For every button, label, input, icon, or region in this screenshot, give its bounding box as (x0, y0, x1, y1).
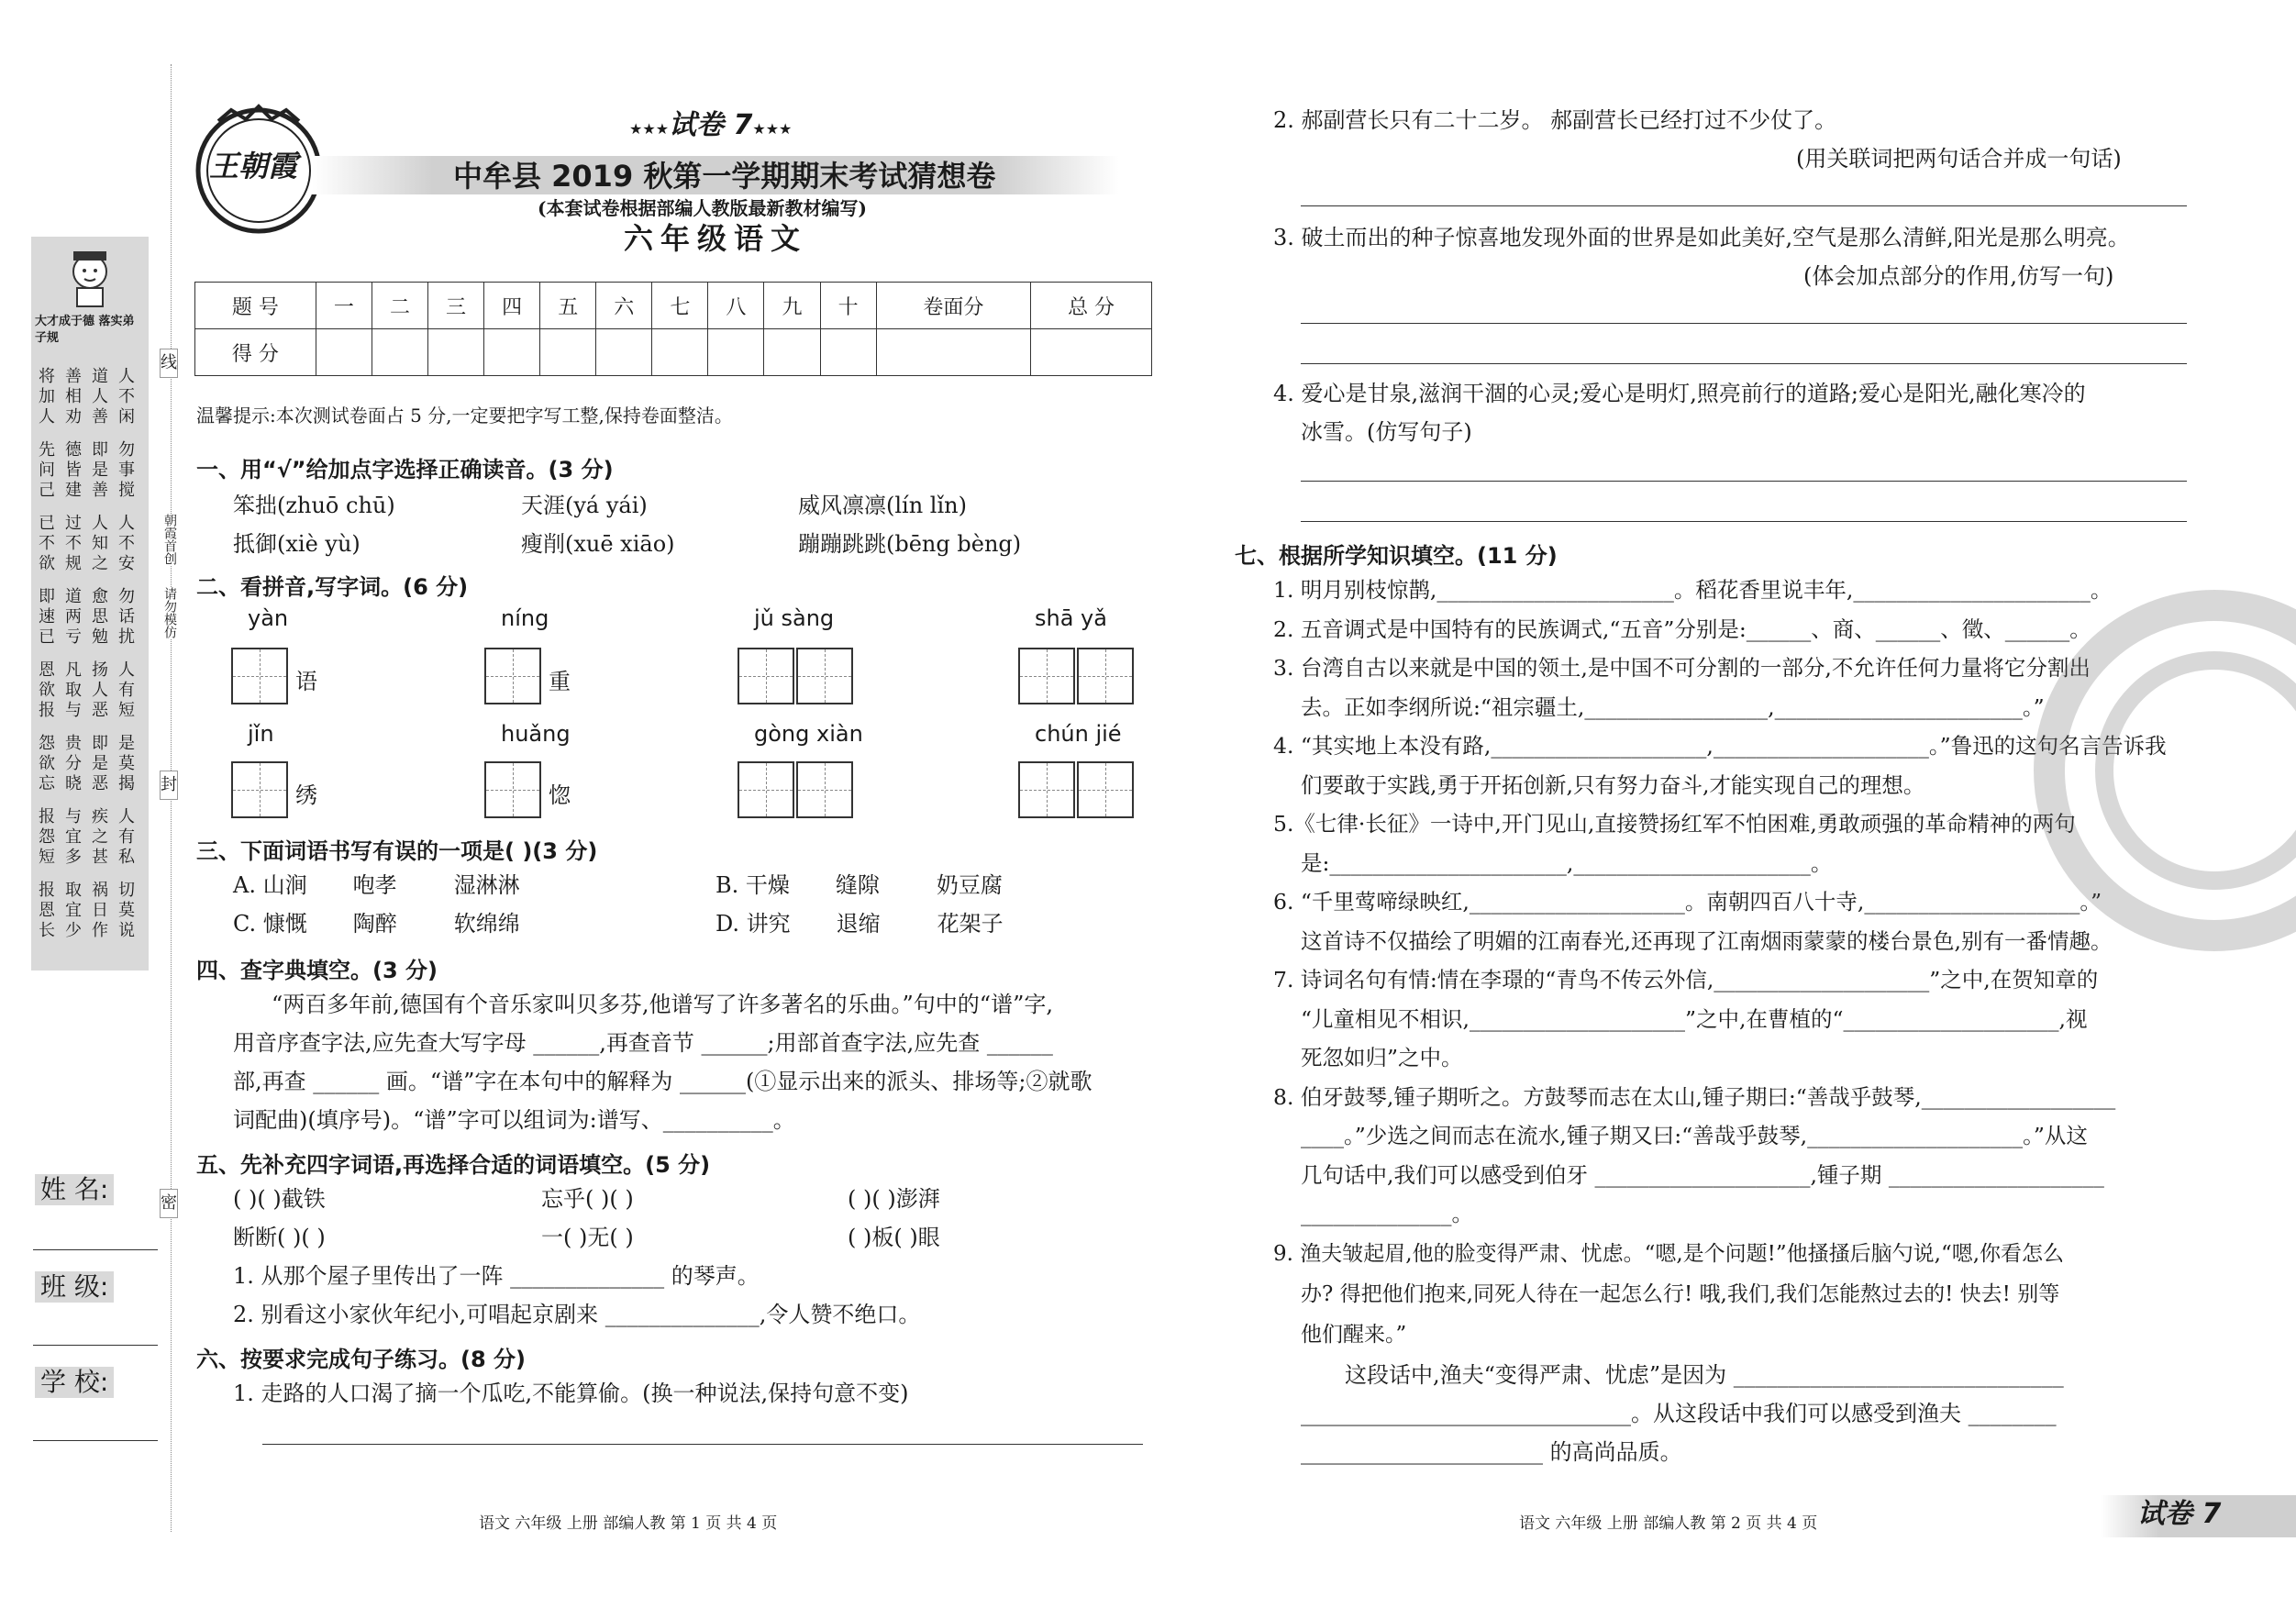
sidebar-maxim-row: 问皆是事 (39, 460, 145, 480)
q6-sentence: 冰雪。(仿写句子) (1301, 419, 1472, 445)
watermark-seal-icon (2031, 587, 2296, 954)
page-footer-left: 语文 六年级 上册 部编人教 第 1 页 共 4 页 (479, 1514, 778, 1533)
sidebar-maxim-row: 己建善搅 (39, 481, 145, 500)
score-header-cell: 卷面分 (876, 283, 1031, 329)
pinyin-label: chún jié (1035, 721, 1122, 747)
q5-idiom[interactable]: ( )板( )眼 (848, 1225, 940, 1250)
score-cell[interactable] (596, 329, 652, 376)
score-cell[interactable] (372, 329, 427, 376)
q7-line[interactable]: 去。正如李纲所说:“祖宗疆土,_________________,_______________________。” (1301, 693, 2045, 720)
score-cell[interactable] (484, 329, 540, 376)
score-header-cell: 三 (428, 283, 484, 329)
writing-grid-box[interactable] (738, 761, 794, 818)
writing-grid-box[interactable] (796, 648, 853, 704)
q4-title: 四、查字典填空。(3 分) (196, 958, 438, 983)
q3-option-a[interactable]: A. 山涧 咆孝 湿淋淋 (233, 872, 520, 898)
pinyin-label: jǔ sàng (754, 605, 835, 631)
q7-line[interactable]: “儿童相见不相识,____________________”之中,在曹植的“____________________,视 (1301, 1005, 2088, 1032)
q6-hint: (用关联词把两句话合并成一句话) (1796, 146, 2122, 172)
q5-sentence[interactable]: 2. 别看这小家伙年纪小,可唱起京剧来 ______________,令人赞不绝口。 (233, 1302, 921, 1327)
sidebar-maxim-row: 长少作说 (39, 921, 145, 940)
school-label: 学 校: (35, 1367, 114, 1398)
q5-idiom[interactable]: ( )( )澎湃 (848, 1186, 940, 1212)
score-cell[interactable] (876, 329, 1031, 376)
score-cell[interactable] (428, 329, 484, 376)
q6-title: 六、按要求完成句子练习。(8 分) (196, 1347, 526, 1372)
pinyin-label: shā yǎ (1035, 605, 1107, 631)
q9-text: 办? 得把他们抱来,同死人待在一起怎么行! 哦,我们,我们怎能熬过去的! 快去! 别等 (1301, 1282, 2060, 1306)
answer-line[interactable] (1301, 363, 2187, 364)
series-label (629, 109, 793, 143)
pinyin-label: níng (501, 605, 549, 631)
sidebar-motto: 大才成于德 落实弟子规 (35, 315, 135, 345)
sidebar-maxim-row: 怨宜之有 (39, 827, 145, 847)
score-header-cell: 七 (652, 283, 708, 329)
sidebar-maxim-row: 已过人人 (39, 514, 145, 533)
pinyin-label: gòng xiàn (754, 721, 863, 747)
exam-subtitle: (本套试卷根据部编人教版最新教材编写) (538, 197, 867, 219)
page-footer-right: 语文 六年级 上册 部编人教 第 2 页 共 4 页 (1519, 1514, 1818, 1533)
q9-text[interactable]: 这段话中,渔夫“变得严肃、忧虑”是因为 ______________________________ (1345, 1362, 2064, 1388)
q3-option-c[interactable]: C. 慷慨 陶醉 软绵绵 (233, 911, 520, 937)
q7-line[interactable]: 8. 伯牙鼓琴,锺子期听之。方鼓琴而志在太山,锺子期曰:“善哉乎鼓琴,__________________ (1273, 1083, 2116, 1110)
q9-text[interactable]: ______________________________。从这段话中我们可以感受到渔夫 ________ (1301, 1401, 2057, 1426)
score-cell[interactable] (708, 329, 764, 376)
grid-suffix-char: 惚 (549, 782, 571, 808)
q7-title: 七、根据所学知识填空。(11 分) (1235, 543, 1558, 569)
sidebar-maxim-row: 速两思话 (39, 607, 145, 627)
q6-sentence: 3. 破土而出的种子惊喜地发现外面的世界是如此美好,空气是那么清鲜,阳光是那么明亮。 (1273, 225, 2130, 250)
seal-label-nocopy: 请勿模仿 (156, 587, 183, 638)
sidebar-maxim-row: 人劝善闲 (39, 407, 145, 427)
q7-line[interactable]: 1. 明月别枝惊鹊,______________________。稻花香里说丰年,______________________。 (1273, 577, 2113, 603)
grade-subject: 六年级语文 (624, 221, 808, 256)
q7-line[interactable]: ____。”少选之间而志在流水,锺子期又曰:“善哉乎鼓琴,____________________。”从这 (1301, 1123, 2088, 1148)
seal-label-original: 朝霞首创 (156, 514, 183, 565)
answer-line[interactable] (1301, 521, 2187, 522)
q1-item[interactable]: 威风凛凛(lín lǐn) (798, 493, 967, 518)
q6-sentence: 4. 爱心是甘泉,滋润干涸的心灵;爱心是明灯,照亮前行的道路;爱心是阳光,融化寒冷的 (1273, 381, 2086, 406)
sidebar-maxim-row: 将善道人 (39, 367, 145, 386)
q7-line[interactable]: 几句话中,我们可以感受到伯牙 ____________________,锺子期 ____________________ (1301, 1161, 2104, 1188)
star-icon: ★★★ (752, 120, 793, 138)
seal-label-secret: 密 (160, 1189, 178, 1218)
grid-suffix-char: 语 (295, 669, 317, 694)
q4-line[interactable]: 部,再查 ______ 画。“谱”字在本句中的解释为 ______(①显示出来的派头、排场等;②就歌 (233, 1069, 1093, 1094)
mascot-figure (44, 246, 136, 310)
seal-label-line: 线 (160, 349, 178, 378)
sidebar-maxim-row: 报取祸切 (39, 881, 145, 900)
q4-line[interactable]: 用音序查字法,应先查大写字母 ______,再查音节 ______;用部首查字法,应先查 ______ (233, 1030, 1053, 1056)
q4-line: “两百多年前,德国有个音乐家叫贝多芬,他谱写了许多著名的乐曲。”句中的“谱”字, (272, 992, 1053, 1017)
sidebar-maxim-row: 欲分是莫 (39, 754, 145, 773)
q9-text[interactable]: ______________________ 的高尚品质。 (1301, 1439, 1682, 1465)
star-icon: ★★★ (629, 120, 670, 138)
q1-item[interactable]: 瘦削(xuē xiāo) (521, 531, 675, 557)
score-header-cell: 五 (540, 283, 596, 329)
writing-grid-box[interactable] (738, 648, 794, 704)
corner-label: 试卷 7 (2137, 1498, 2222, 1530)
q7-line[interactable]: 5.《七律·长征》一诗中,开门见山,直接赞扬红军不怕困难,勇敢顽强的革命精神的两句 (1273, 811, 2076, 837)
q7-line[interactable]: 2. 五音调式是中国特有的民族调式,“五音”分别是:______、商、______、徵、______。 (1273, 616, 2091, 642)
exam-title: 中牟县 2019 秋第一学期期末考试猜想卷 (453, 159, 996, 194)
pinyin-label: huǎng (501, 721, 571, 747)
score-header-cell: 九 (764, 283, 820, 329)
writing-grid-box[interactable] (1018, 761, 1075, 818)
q7-line[interactable]: 们要敢于实践,勇于开拓创新,只有努力奋斗,才能实现自己的理想。 (1301, 771, 1925, 798)
logo-text: 王朝霞 (209, 149, 298, 183)
sidebar-maxims (37, 367, 145, 954)
q5-idiom[interactable]: 忘乎( )( ) (541, 1186, 634, 1212)
score-header-cell: 一 (316, 283, 372, 329)
q7-line[interactable]: 4. “其实地上本没有路,____________________,____________________。”鲁迅的这句名言告诉我 (1273, 733, 2167, 759)
q3-option-d[interactable]: D. 讲究 退缩 花架子 (715, 911, 1004, 937)
score-header-cell: 六 (596, 283, 652, 329)
school-input-line[interactable] (33, 1440, 158, 1441)
score-cell[interactable] (316, 329, 372, 376)
q7-line[interactable]: 死忽如归”之中。 (1301, 1045, 1463, 1070)
sidebar-maxim-row: 先德即勿 (39, 440, 145, 460)
score-header-cell: 二 (372, 283, 427, 329)
q6-sentence: 2. 郝副营长只有二十二岁。 郝副营长已经打过不少仗了。 (1273, 107, 1837, 133)
q3-option-b[interactable]: B. 干燥 缝隙 奶豆腐 (715, 872, 1003, 898)
score-row-label: 得 分 (195, 329, 316, 376)
q1-title: 一、用“√”给加点字选择正确读音。(3 分) (196, 457, 614, 482)
sidebar-maxim-row: 恩凡扬人 (39, 660, 145, 680)
q9-text: 他们醒来。” (1301, 1323, 1407, 1347)
sidebar-maxim-row: 即道愈勿 (39, 587, 145, 606)
sidebar-maxim-row: 报与疾人 (39, 807, 145, 826)
answer-line[interactable] (1301, 481, 2187, 482)
sidebar-maxim-row: 怨贵即是 (39, 734, 145, 753)
writing-grid-box[interactable] (484, 648, 541, 704)
q1-item[interactable]: 蹦蹦跳跳(bēng bèng) (798, 531, 1022, 557)
score-table (194, 282, 1152, 376)
score-header-cell: 题 号 (195, 283, 316, 329)
score-header-cell: 八 (708, 283, 764, 329)
sidebar-maxim-row: 加相人不 (39, 387, 145, 406)
class-label: 班 级: (35, 1271, 114, 1303)
answer-line[interactable] (1301, 323, 2187, 324)
q7-line[interactable]: 7. 诗词名句有情:情在李璟的“青鸟不传云外信,____________________”之中,在贺知章的 (1273, 967, 2099, 993)
name-input-line[interactable] (33, 1249, 158, 1250)
sidebar-maxim-row: 恩宜日莫 (39, 901, 145, 920)
class-input-line[interactable] (33, 1345, 158, 1346)
q7-line[interactable]: 是:______________________,______________________。 (1301, 849, 1833, 876)
q4-line[interactable]: 词配曲)(填序号)。“谱”字可以组词为:谱写、__________。 (233, 1107, 795, 1133)
score-cell[interactable] (540, 329, 596, 376)
score-header-cell: 总 分 (1031, 283, 1152, 329)
grid-suffix-char: 绣 (295, 782, 317, 808)
writing-grid-box[interactable] (1077, 761, 1134, 818)
q7-line[interactable]: 3. 台湾自古以来就是中国的领土,是中国不可分割的一部分,不允许任何力量将它分割出 (1273, 655, 2091, 681)
q1-item[interactable]: 抵御(xiè yù) (233, 531, 360, 557)
tip-text: 温馨提示:本次测试卷面占 5 分,一定要把字写工整,保持卷面整洁。 (196, 405, 733, 427)
q5-idiom[interactable]: ( )( )截铁 (233, 1186, 326, 1212)
grid-suffix-char: 重 (549, 669, 571, 694)
q9-text: 9. 渔夫皱起眉,他的脸变得严肃、忧虑。“嗯,是个问题!”他搔搔后脑勺说,“嗯,你看怎么 (1273, 1242, 2065, 1266)
writing-grid-box[interactable] (1018, 648, 1075, 704)
q6-hint: (体会加点部分的作用,仿写一句) (1803, 263, 2114, 289)
q3-title: 三、下面词语书写有误的一项是( )(3 分) (196, 838, 598, 864)
writing-grid-box[interactable] (1077, 648, 1134, 704)
sidebar-maxim-row: 已亏勉扰 (39, 627, 145, 647)
score-cell[interactable] (652, 329, 708, 376)
pinyin-label: jǐn (248, 721, 274, 747)
score-cell[interactable] (764, 329, 820, 376)
q7-line[interactable]: 6. “千里莺啼绿映红,____________________。南朝四百八十寺,____________________。” (1273, 889, 2102, 915)
sidebar-maxim-row: 欲规之安 (39, 554, 145, 573)
q7-line[interactable]: ______________。 (1301, 1201, 1473, 1226)
sidebar-maxim-row: 报与恶短 (39, 701, 145, 720)
answer-line[interactable] (1301, 205, 2187, 206)
score-header-cell: 四 (484, 283, 540, 329)
writing-grid-box[interactable] (231, 648, 288, 704)
writing-grid-box[interactable] (796, 761, 853, 818)
q5-title: 五、先补充四字词语,再选择合适的词语填空。(5 分) (196, 1152, 711, 1178)
pinyin-label: yàn (248, 605, 289, 631)
writing-grid-box[interactable] (484, 761, 541, 818)
score-cell[interactable] (1031, 329, 1152, 376)
score-cell[interactable] (820, 329, 876, 376)
q5-idiom[interactable]: 断断( )( ) (233, 1225, 326, 1250)
writing-grid-box[interactable] (231, 761, 288, 818)
q7-line[interactable]: 这首诗不仅描绘了明媚的江南春光,还再现了江南烟雨蒙蒙的楼台景色,别有一番情趣。 (1301, 927, 2113, 954)
q5-sentence[interactable]: 1. 从那个屋子里传出了一阵 ______________ 的琴声。 (233, 1263, 760, 1289)
seal-label-seal: 封 (160, 771, 178, 800)
sidebar-maxim-row: 忘晓恶揭 (39, 774, 145, 793)
sidebar-maxim-row: 不不知不 (39, 534, 145, 553)
q5-idiom[interactable]: 一( )无( ) (541, 1225, 634, 1250)
q1-item[interactable]: 天涯(yá yái) (521, 493, 648, 518)
sidebar-maxim-row: 短多甚私 (39, 848, 145, 867)
name-label: 姓 名: (35, 1174, 114, 1205)
answer-line[interactable] (262, 1444, 1143, 1445)
score-header-cell: 十 (820, 283, 876, 329)
sidebar-maxim-row: 欲取人有 (39, 681, 145, 700)
series-text: 试卷 7 (669, 109, 753, 141)
q6-sentence: 1. 走路的人口渴了摘一个瓜吃,不能算偷。(换一种说法,保持句意不变) (233, 1381, 909, 1406)
q2-title: 二、看拼音,写字词。(6 分) (196, 574, 469, 600)
q1-item[interactable]: 笨拙(zhuō chū) (233, 493, 395, 518)
